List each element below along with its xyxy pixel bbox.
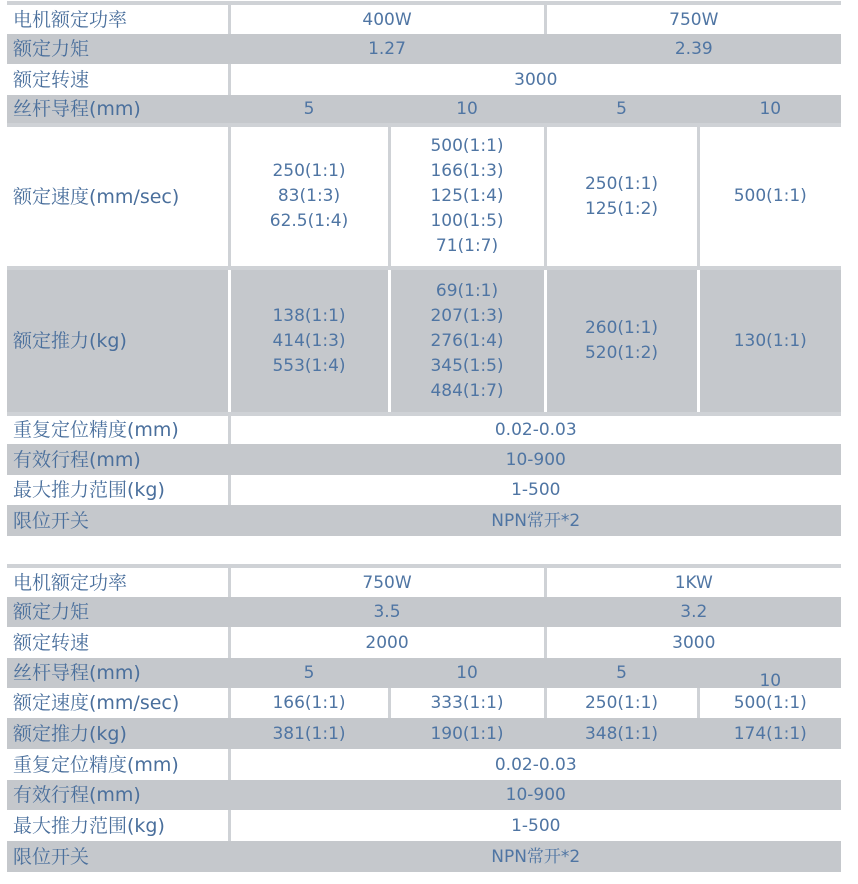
label-max-thrust-range: 最大推力范围(kg) <box>7 810 229 841</box>
speed-value: 500(1:1) <box>733 186 807 206</box>
label-rated-thrust: 额定推力(kg) <box>7 268 229 414</box>
value-limit-switch: NPN常开*2 <box>229 841 841 872</box>
label-repeat-accuracy: 重复定位精度(mm) <box>7 749 229 780</box>
cell-thrust-col2 <box>389 268 545 414</box>
value-speed-4: 500(1:1) <box>698 688 841 718</box>
label-effective-stroke: 有效行程(mm) <box>7 780 229 810</box>
speed-value: 500(1:1) <box>430 136 504 156</box>
thrust-value: 69(1:1) <box>435 280 499 301</box>
label-rated-torque: 额定力矩 <box>7 597 229 627</box>
value-thrust-2: 190(1:1) <box>389 718 545 749</box>
label-rated-speed: 额定速度(mm/sec) <box>7 125 229 268</box>
thrust-value: 207(1:3) <box>430 305 504 326</box>
thrust-value: 520(1:2) <box>584 343 659 363</box>
speed-value: 166(1:3) <box>430 161 504 181</box>
speed-value: 250(1:1) <box>272 161 346 181</box>
label-rated-thrust: 额定推力(kg) <box>7 718 229 749</box>
value-torque-1kw: 3.2 <box>545 597 841 627</box>
speed-value: 62.5(1:4) <box>269 211 349 231</box>
value-lead-2: 10 <box>389 658 545 688</box>
thrust-value: 260(1:1) <box>584 318 659 338</box>
spec-table-750w-1kw <box>7 564 841 872</box>
row-rated-speed <box>7 688 841 718</box>
thrust-value: 484(1:7) <box>430 380 504 401</box>
value-power-1kw: 1KW <box>545 566 841 597</box>
value-max-thrust-range: 1-500 <box>229 475 841 505</box>
value-lead-4: 10 <box>698 95 841 125</box>
label-screw-lead: 丝杆导程(mm) <box>7 95 229 125</box>
value-speed-2: 333(1:1) <box>389 688 545 718</box>
label-max-thrust-range: 最大推力范围(kg) <box>7 475 229 505</box>
value-torque-400w: 1.27 <box>229 34 545 64</box>
cell-speed-col3 <box>545 125 698 268</box>
speed-value: 71(1:7) <box>435 236 499 256</box>
value-lead-3: 5 <box>545 95 698 125</box>
value-thrust-4: 174(1:1) <box>698 718 841 749</box>
cell-speed-col2 <box>389 125 545 268</box>
row-rated-torque <box>7 34 841 64</box>
cell-thrust-col3 <box>545 268 698 414</box>
value-repeat-accuracy: 0.02-0.03 <box>229 414 841 444</box>
value-lead-1: 5 <box>229 658 389 688</box>
row-repeat-accuracy <box>7 749 841 780</box>
thrust-value: 553(1:4) <box>272 355 346 376</box>
value-lead-1: 5 <box>229 95 389 125</box>
thrust-value: 138(1:1) <box>272 305 346 326</box>
thrust-value: 345(1:5) <box>430 355 504 376</box>
label-repeat-accuracy: 重复定位精度(mm) <box>7 414 229 444</box>
speed-value: 83(1:3) <box>277 186 341 206</box>
speed-value: 100(1:5) <box>430 211 504 231</box>
row-rated-thrust <box>7 718 841 749</box>
speed-value: 250(1:1) <box>584 173 659 194</box>
value-power-400w: 400W <box>229 3 545 34</box>
label-motor-power: 电机额定功率 <box>7 566 229 597</box>
cell-speed-col4 <box>698 125 841 268</box>
value-effective-stroke: 10-900 <box>229 780 841 810</box>
row-screw-lead <box>7 95 841 125</box>
row-rated-thrust <box>7 268 841 414</box>
label-limit-switch: 限位开关 <box>7 841 229 872</box>
row-motor-power <box>7 3 841 34</box>
label-rated-torque: 额定力矩 <box>7 34 229 64</box>
row-repeat-accuracy <box>7 414 841 444</box>
row-effective-stroke <box>7 444 841 475</box>
value-speed-1: 166(1:1) <box>229 688 389 718</box>
label-effective-stroke: 有效行程(mm) <box>7 444 229 475</box>
label-motor-power: 电机额定功率 <box>7 3 229 34</box>
value-limit-switch: NPN常开*2 <box>229 505 841 536</box>
row-rated-rpm <box>7 64 841 95</box>
speed-value: 125(1:2) <box>584 198 659 219</box>
row-rated-torque <box>7 597 841 627</box>
label-limit-switch: 限位开关 <box>7 505 229 536</box>
row-max-thrust-range <box>7 810 841 841</box>
row-effective-stroke <box>7 780 841 810</box>
value-speed-3: 250(1:1) <box>545 688 698 718</box>
cell-speed-col1 <box>229 125 389 268</box>
lead-value: 10 <box>759 671 782 691</box>
value-torque-750w: 2.39 <box>545 34 841 64</box>
value-power-750w: 750W <box>545 3 841 34</box>
value-repeat-accuracy: 0.02-0.03 <box>229 749 841 780</box>
spec-table-400w-750w <box>7 1 841 536</box>
row-motor-power <box>7 566 841 597</box>
row-rated-rpm <box>7 627 841 658</box>
row-limit-switch <box>7 505 841 536</box>
row-rated-speed <box>7 125 841 268</box>
value-max-thrust-range: 1-500 <box>229 810 841 841</box>
thrust-value: 276(1:4) <box>430 330 504 351</box>
value-power-750w: 750W <box>229 566 545 597</box>
label-rated-speed: 额定速度(mm/sec) <box>7 688 229 718</box>
label-rated-rpm: 额定转速 <box>7 64 229 95</box>
thrust-value: 130(1:1) <box>733 330 807 351</box>
value-effective-stroke: 10-900 <box>229 444 841 475</box>
thrust-value: 414(1:3) <box>272 330 346 351</box>
cell-thrust-col1 <box>229 268 389 414</box>
row-max-thrust-range <box>7 475 841 505</box>
value-lead-3: 5 <box>545 658 698 688</box>
value-rpm-1kw: 3000 <box>545 627 841 658</box>
label-screw-lead: 丝杆导程(mm) <box>7 658 229 688</box>
row-screw-lead <box>7 658 841 688</box>
value-lead-4 <box>698 658 841 691</box>
value-lead-2: 10 <box>389 95 545 125</box>
value-rpm-750w: 2000 <box>229 627 545 658</box>
value-torque-750w: 3.5 <box>229 597 545 627</box>
cell-thrust-col4 <box>698 268 841 414</box>
row-limit-switch <box>7 841 841 872</box>
speed-value: 125(1:4) <box>430 186 504 206</box>
label-rated-rpm: 额定转速 <box>7 627 229 658</box>
value-rated-rpm: 3000 <box>229 64 841 95</box>
value-thrust-1: 381(1:1) <box>229 718 389 749</box>
value-thrust-3: 348(1:1) <box>545 718 698 749</box>
